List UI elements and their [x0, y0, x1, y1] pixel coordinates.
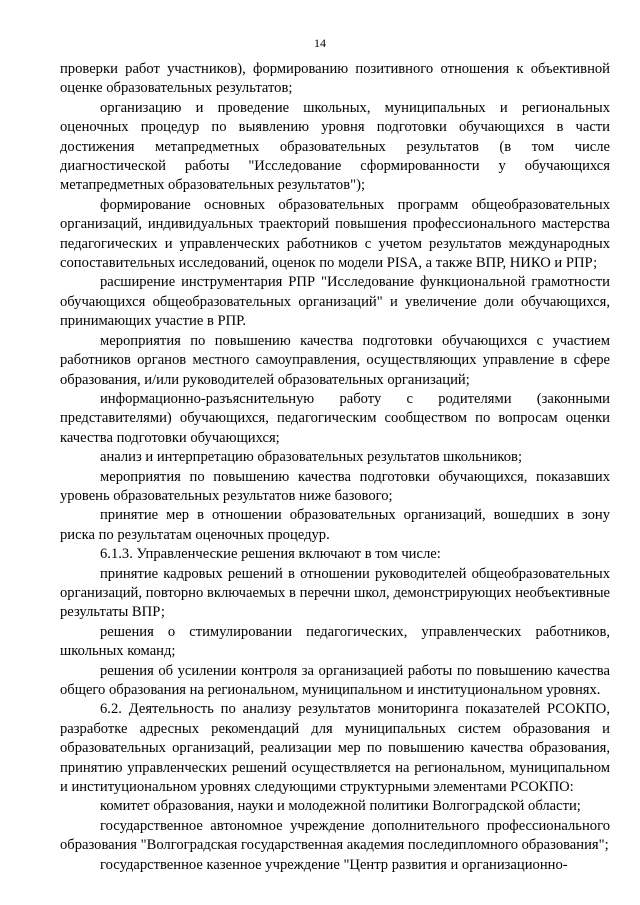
paragraph: решения об усилении контроля за организацией работы по повышению качества общего образования на региональном, муниципальном и институциональном уровнях. — [60, 662, 610, 698]
paragraph: организацию и проведение школьных, муниципальных и региональных оценочных процедур по выявлению уровня подготовки обучающихся в части достижения метапредметных образовательных результатов (в том числе диагностической работы "Исследование сформированности у обучающихся метапредметных образовательных результатов"); — [60, 99, 610, 194]
paragraph: принятие кадровых решений в отношении руководителей общеобразовательных организаций, повторно включаемых в перечни школ, демонстрирующих необъективные результаты ВПР; — [60, 565, 610, 621]
paragraph: государственное автономное учреждение дополнительного профессионального образования "Волгоградская государственная академия последипломного образования"; — [60, 817, 610, 854]
paragraph: анализ и интерпретацию образовательных результатов школьников; — [100, 449, 523, 466]
paragraph: формирование основных образовательных программ общеобразовательных организаций, индивидуальных траекторий повышения профессионального мастерства педагогических и управленческих работников с учетом результатов международных сопоставительных исследований, оценок по модели PISA, а также ВПР, НИКО и РПР; — [60, 196, 610, 272]
paragraph: принятие мер в отношении образовательных организаций, вошедших в зону риска по результатам оценочных процедур. — [60, 507, 610, 543]
paragraph: мероприятия по повышению качества подготовки обучающихся, показавших уровень образовательных результатов ниже базового; — [60, 468, 610, 504]
paragraph: государственное казенное учреждение "Центр развития и организационно- — [100, 856, 568, 873]
paragraph: расширение инструментария РПР "Исследование функциональной грамотности обучающихся общеобразовательных организаций" и увеличение доли обучающихся, принимающих участие в РПР. — [60, 274, 610, 330]
paragraph: мероприятия по повышению качества подготовки обучающихся с участием работников органов местного самоуправления, осуществляющих управление в сфере образования, и/или руководителей образовательных организаций; — [60, 332, 610, 388]
document-body — [60, 60, 610, 875]
paragraph: проверки работ участников), формированию позитивного отношения к объективной оценке образовательных результатов; — [60, 61, 610, 97]
paragraph: информационно-разъяснительную работу с родителями (законными представителями) обучающихся, педагогическим сообществом по вопросам оценки качества подготовки обучающихся; — [60, 390, 610, 446]
paragraph: решения о стимулировании педагогических, управленческих работников, школьных команд; — [60, 623, 610, 660]
paragraph: комитет образования, науки и молодежной политики Волгоградской области; — [100, 798, 581, 815]
paragraph: 6.2. Деятельность по анализу результатов мониторинга показателей РСОКПО, разработке адресных рекомендаций для муниципальных систем образования и образовательных организаций, реализации мер по повышению качества образования, принятию управленческих решений осуществляется на региональном, муниципальном и институциональном уровнях следующими структурными элементами РСОКПО: — [60, 701, 610, 796]
section-heading: 6.1.3. Управленческие решения включают в том числе: — [100, 546, 441, 563]
page-number: 14 — [314, 36, 326, 50]
